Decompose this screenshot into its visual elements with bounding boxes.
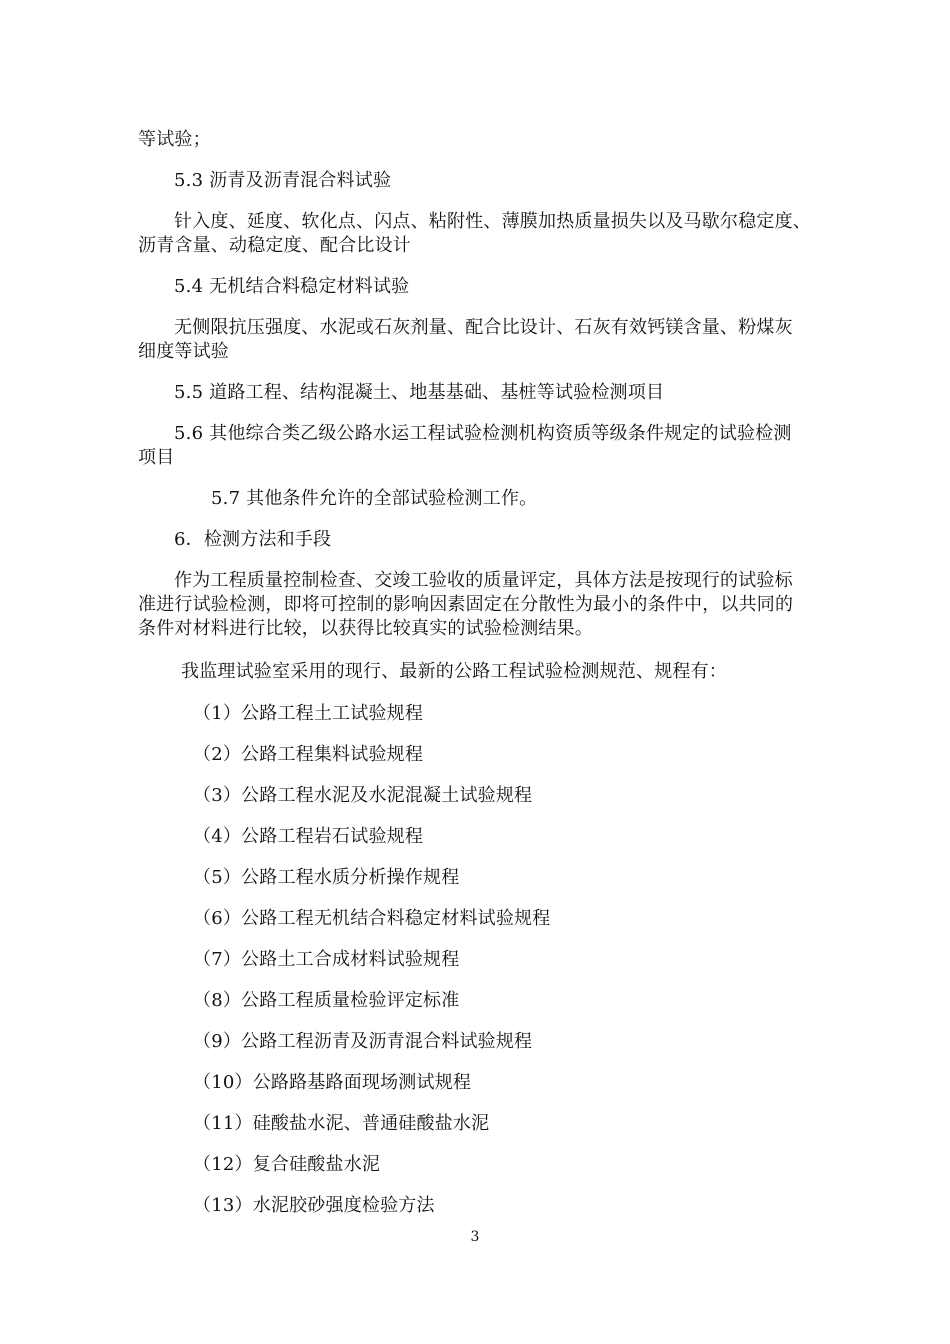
- list-item: （10）公路路基路面现场测试规程: [193, 1072, 472, 1093]
- list-item: （4）公路工程岩石试验规程: [193, 826, 424, 847]
- paragraph-line: 针入度、延度、软化点、闪点、粘附性、薄膜加热质量损失以及马歇尔稳定度、: [174, 211, 811, 232]
- section-heading-5-7: 5.7 其他条件允许的全部试验检测工作。: [211, 488, 538, 509]
- section-heading-5-6: 5.6 其他综合类乙级公路水运工程试验检测机构资质等级条件规定的试验检测: [174, 423, 792, 444]
- list-item: （8）公路工程质量检验评定标准: [193, 990, 460, 1011]
- list-item: （13）水泥胶砂强度检验方法: [193, 1195, 435, 1216]
- paragraph-line: 等试验；: [138, 129, 211, 150]
- paragraph-line: 我监理试验室采用的现行、最新的公路工程试验检测规范、规程有：: [181, 661, 727, 682]
- paragraph-line: 项目: [138, 447, 175, 468]
- paragraph-line: 无侧限抗压强度、水泥或石灰剂量、配合比设计、石灰有效钙镁含量、粉煤灰: [174, 317, 793, 338]
- section-heading-6: 6．检测方法和手段: [174, 529, 332, 550]
- list-item: （7）公路土工合成材料试验规程: [193, 949, 460, 970]
- list-item: （9）公路工程沥青及沥青混合料试验规程: [193, 1031, 533, 1052]
- paragraph-line: 作为工程质量控制检查、交竣工验收的质量评定，具体方法是按现行的试验标: [174, 570, 793, 591]
- section-heading-5-5: 5.5 道路工程、结构混凝土、地基基础、基桩等试验检测项目: [174, 382, 665, 403]
- list-item: （2）公路工程集料试验规程: [193, 744, 424, 765]
- section-heading-5-3: 5.3 沥青及沥青混合料试验: [174, 170, 392, 191]
- section-heading-5-4: 5.4 无机结合料稳定材料试验: [174, 276, 410, 297]
- paragraph-line: 准进行试验检测，即将可控制的影响因素固定在分散性为最小的条件中，以共同的: [138, 594, 794, 615]
- list-item: （1）公路工程土工试验规程: [193, 703, 424, 724]
- list-item: （12）复合硅酸盐水泥: [193, 1154, 381, 1175]
- list-item: （6）公路工程无机结合料稳定材料试验规程: [193, 908, 551, 929]
- paragraph-line: 沥青含量、动稳定度、配合比设计: [138, 235, 411, 256]
- paragraph-line: 细度等试验: [138, 341, 229, 362]
- list-item: （5）公路工程水质分析操作规程: [193, 867, 460, 888]
- paragraph-line: 条件对材料进行比较，以获得比较真实的试验检测结果。: [138, 618, 593, 639]
- page-number: 3: [470, 1229, 480, 1245]
- list-item: （3）公路工程水泥及水泥混凝土试验规程: [193, 785, 533, 806]
- list-item: （11）硅酸盐水泥、普通硅酸盐水泥: [193, 1113, 490, 1134]
